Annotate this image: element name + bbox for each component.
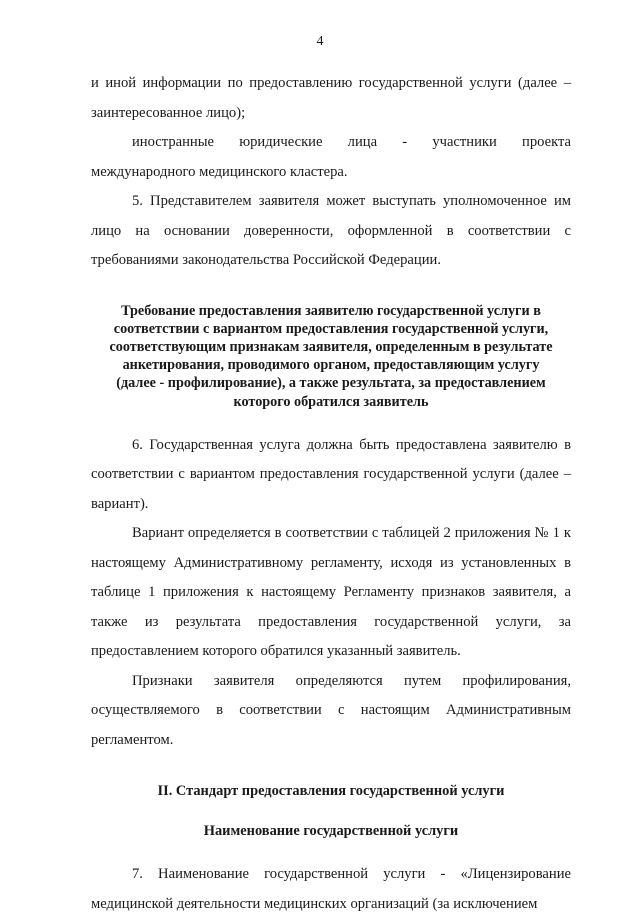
- page-number: 4: [316, 34, 324, 49]
- paragraph-continuation: и иной информации по предоставлению государственной услуги (далее – заинтересованное лицо);: [91, 75, 571, 121]
- section-title-standard: II. Стандарт предоставления государственной услуги: [157, 783, 505, 800]
- section-heading-requirement: [91, 302, 571, 411]
- paragraph-criteria: Признаки заявителя определяются путем профилирования, осуществляемого в соответствии с настоящим Административным регламентом.: [91, 672, 571, 748]
- heading-line: которого обратился заявитель: [233, 393, 429, 410]
- heading-line: анкетирования, проводимого органом, предоставляющим услугу: [122, 357, 540, 374]
- paragraph-foreign-entities: иностранные юридические лица - участники проекта международного медицинского кластера.: [91, 134, 571, 180]
- heading-line: Требование предоставления заявителю государственной услуги в: [121, 302, 541, 319]
- paragraph-6: 6. Государственная услуга должна быть предоставлена заявителю в соответствии с вариантом предоставления государственной услуги (далее – вариант).: [91, 436, 571, 512]
- paragraph-variant: Вариант определяется в соответствии с таблицей 2 приложения № 1 к настоящему Административному регламенту, исходя из установленных в таблице 1 приложения к настоящему Регламенту признаков заявителя, а также из результата предоставления государственной услуги, за предоставлением которого обратился указанный заявитель.: [91, 525, 571, 660]
- heading-line: (далее - профилирование), а также результата, за предоставлением: [116, 375, 546, 392]
- document-body: [91, 69, 571, 919]
- heading-line: соответствии с вариантом предоставления государственной услуги,: [113, 320, 549, 337]
- subsection-title-service-name: Наименование государственной услуги: [203, 823, 459, 840]
- paragraph-7: 7. Наименование государственной услуги - «Лицензирование медицинской деятельности медицинских организаций (за исключением: [91, 866, 571, 912]
- heading-line: соответствующим признакам заявителя, определенным в результате: [109, 338, 553, 355]
- paragraph-5: 5. Представителем заявителя может выступать уполномоченное им лицо на основании доверенности, оформленной в соответствии с требованиями законодательства Российской Федерации.: [91, 193, 571, 268]
